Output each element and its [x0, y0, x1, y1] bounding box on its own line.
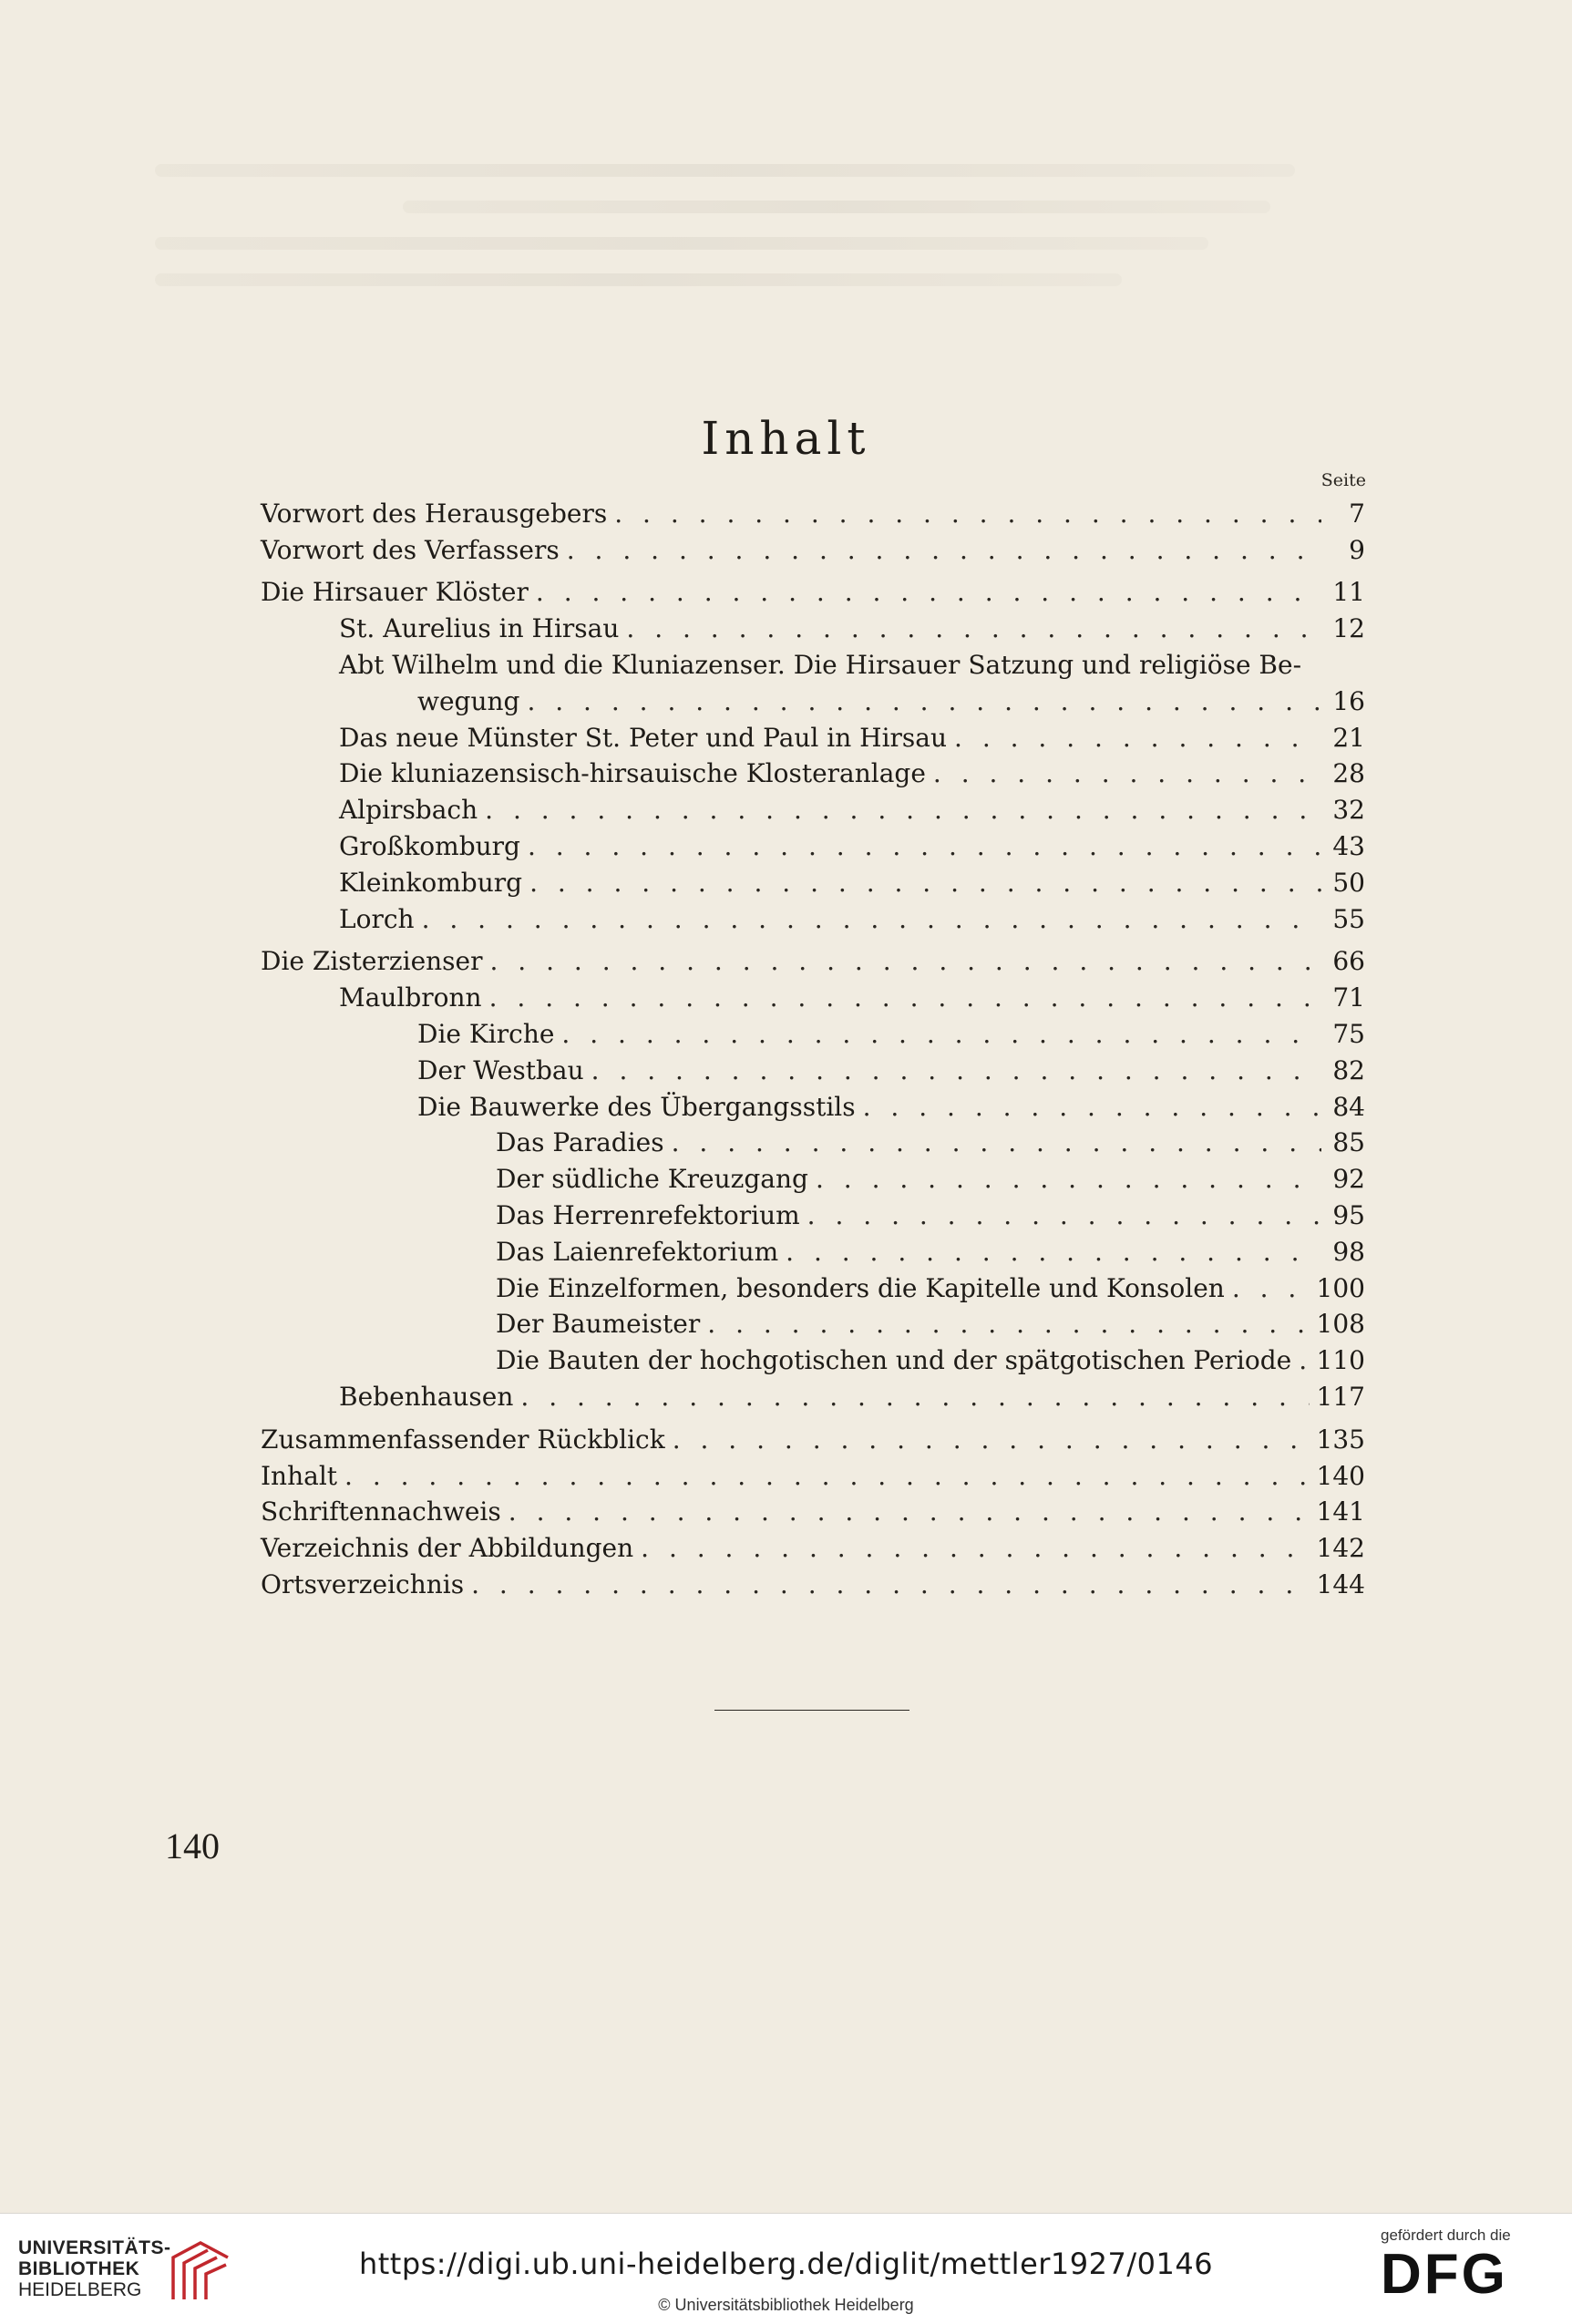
toc-entry-page: 144 — [1316, 1568, 1365, 1599]
permalink-url[interactable]: https://digi.ub.uni-heidelberg.de/diglit/mettler1927/0146 — [358, 2247, 1214, 2281]
page-column-label: Seite — [1320, 470, 1366, 490]
dot-leader — [707, 1309, 1309, 1340]
toc-entry[interactable] — [261, 1343, 1365, 1380]
toc-entry[interactable] — [261, 1126, 1365, 1163]
toc-entry-title: Großkomburg — [339, 830, 520, 861]
toc-entry[interactable] — [261, 1380, 1365, 1416]
toc-entry-page: 135 — [1316, 1424, 1365, 1455]
toc-entry-title: wegung — [417, 685, 520, 716]
dot-leader — [489, 982, 1321, 1013]
toc-entry-title: Die Bauwerke des Übergangsstils — [417, 1091, 856, 1122]
toc-entry-page: 50 — [1332, 867, 1365, 898]
toc-entry-title: Der südliche Kreuzgang — [496, 1164, 808, 1195]
library-name-line3: HEIDELBERG — [18, 2279, 142, 2300]
toc-entry-title: Vorwort des Herausgebers — [261, 498, 608, 529]
toc-entry[interactable] — [261, 757, 1365, 794]
toc-entry[interactable] — [261, 945, 1365, 982]
toc-entry-page: 21 — [1332, 722, 1365, 753]
toc-entry-page: 117 — [1316, 1381, 1365, 1412]
toc-entry-title: Vorwort des Verfassers — [261, 534, 560, 565]
toc-entry-title: St. Aurelius in Hirsau — [339, 613, 620, 644]
dot-leader — [527, 686, 1321, 717]
toc-entry-page: 7 — [1349, 498, 1365, 529]
toc-entry[interactable] — [261, 793, 1365, 829]
toc-entry-title: Abt Wilhelm und die Kluniazenser. Die Hirsauer Satzung und religiöse Be- — [339, 649, 1302, 680]
dot-leader — [673, 1424, 1310, 1455]
dot-leader — [520, 1382, 1309, 1413]
toc-entry-title: Das Herrenrefektorium — [496, 1199, 800, 1230]
toc-entry-page: 32 — [1332, 795, 1365, 826]
toc-entry-title: Die Zisterzienser — [261, 946, 483, 977]
toc-entry[interactable] — [261, 1423, 1365, 1459]
toc-entry[interactable] — [261, 1568, 1365, 1604]
toc-entry[interactable] — [261, 1531, 1365, 1568]
toc-entry[interactable] — [261, 1459, 1365, 1496]
toc-entry-title: Das Paradies — [496, 1127, 664, 1158]
toc-entry-page: 16 — [1332, 685, 1365, 716]
toc-entry-page: 9 — [1349, 534, 1365, 565]
dot-leader — [561, 1019, 1321, 1050]
library-name-line2: BIBLIOTHEK — [18, 2258, 140, 2279]
toc-entry-page: 66 — [1332, 946, 1365, 977]
toc-entry-title: Bebenhausen — [339, 1381, 514, 1412]
toc-entry[interactable] — [261, 902, 1365, 939]
toc-entry[interactable] — [261, 1235, 1365, 1271]
dot-leader — [626, 613, 1321, 644]
toc-entry-title: Ortsverzeichnis — [261, 1568, 465, 1599]
dot-leader — [954, 723, 1321, 754]
toc-entry[interactable] — [261, 612, 1365, 648]
toc-entry-page: 98 — [1332, 1236, 1365, 1267]
toc-entry-page: 82 — [1332, 1054, 1365, 1085]
dot-leader — [641, 1533, 1309, 1564]
dot-leader — [528, 831, 1321, 862]
dot-leader — [344, 1461, 1310, 1492]
toc-entry-page: 92 — [1332, 1164, 1365, 1195]
toc-entry-title: Lorch — [339, 903, 415, 934]
toc-entry-page: 28 — [1332, 758, 1365, 789]
dot-leader — [422, 904, 1321, 935]
dfg-logo[interactable] — [1381, 2226, 1536, 2318]
footer-banner — [0, 2213, 1572, 2324]
toc-entry-title: Kleinkomburg — [339, 867, 523, 898]
bleed-through-text — [155, 164, 1394, 310]
toc-entry-title: Zusammenfassender Rückblick — [261, 1424, 665, 1455]
toc-entry[interactable] — [261, 1308, 1365, 1344]
toc-entry-page: 12 — [1332, 613, 1365, 644]
toc-entry-page: 110 — [1316, 1345, 1365, 1376]
dfg-tagline: gefördert durch die — [1381, 2226, 1511, 2244]
toc-entry-page: 141 — [1316, 1496, 1365, 1527]
toc-entry-page: 55 — [1332, 903, 1365, 934]
toc-entry-title: Die kluniazensisch-hirsauische Klosteranlage — [339, 758, 926, 789]
toc-entry-page: 75 — [1332, 1018, 1365, 1049]
dot-leader — [591, 1055, 1321, 1086]
dot-leader — [509, 1496, 1310, 1527]
dot-leader — [816, 1164, 1321, 1195]
toc-entry-title: Verzeichnis der Abbildungen — [261, 1533, 634, 1564]
toc-entry-page: 142 — [1316, 1533, 1365, 1564]
dot-leader — [786, 1237, 1321, 1268]
toc-entry[interactable] — [261, 866, 1365, 902]
toc-entry[interactable] — [261, 1162, 1365, 1198]
toc-entry[interactable] — [261, 648, 1365, 684]
end-rule — [714, 1710, 909, 1711]
toc-entry-title: Maulbronn — [339, 982, 482, 1013]
library-name-line1: UNIVERSITÄTS- — [18, 2237, 171, 2258]
toc-entry[interactable] — [261, 721, 1365, 757]
toc-entry-title: Schriftennachweis — [261, 1496, 501, 1527]
toc-entry-title: Alpirsbach — [339, 795, 478, 826]
page-title: Inhalt — [701, 412, 871, 465]
toc-entry-page: 100 — [1316, 1272, 1365, 1303]
dfg-wordmark: DFG — [1381, 2243, 1508, 2306]
toc-entry[interactable] — [261, 1271, 1365, 1308]
dot-leader — [863, 1092, 1321, 1123]
table-of-contents — [261, 497, 1365, 1604]
toc-entry-page: 43 — [1332, 830, 1365, 861]
toc-entry[interactable] — [261, 497, 1365, 533]
toc-entry-page: 140 — [1316, 1460, 1365, 1491]
toc-entry[interactable] — [261, 829, 1365, 866]
toc-entry-title: Die Hirsauer Klöster — [261, 577, 529, 608]
toc-entry-page: 95 — [1332, 1199, 1365, 1230]
dot-leader — [471, 1569, 1309, 1600]
toc-entry-title: Das Laienrefektorium — [496, 1236, 779, 1267]
toc-entry-title: Das neue Münster St. Peter und Paul in Hirsau — [339, 722, 948, 753]
toc-entry-page: 71 — [1332, 982, 1365, 1013]
copyright-text: © Universitätsbibliothek Heidelberg — [658, 2296, 914, 2314]
toc-entry-title: Die Kirche — [417, 1018, 555, 1049]
toc-entry-page: 108 — [1316, 1309, 1365, 1340]
toc-entry[interactable] — [261, 1017, 1365, 1054]
dot-leader — [485, 795, 1321, 826]
toc-entry-page: 85 — [1332, 1127, 1365, 1158]
toc-entry[interactable] — [261, 1496, 1365, 1532]
dot-leader — [490, 946, 1322, 977]
dot-leader — [933, 758, 1321, 789]
toc-entry-title: Inhalt — [261, 1460, 338, 1491]
toc-entry-title: Die Bauten der hochgotischen und der spätgotischen Periode — [496, 1345, 1292, 1376]
dot-leader — [1232, 1273, 1310, 1304]
dot-leader — [672, 1127, 1321, 1158]
toc-entry-page: 84 — [1332, 1091, 1365, 1122]
dot-leader — [567, 535, 1321, 566]
toc-entry-title: Der Westbau — [417, 1054, 584, 1085]
toc-entry[interactable] — [261, 1198, 1365, 1235]
toc-entry-page: 11 — [1332, 577, 1365, 608]
toc-entry-title: Die Einzelformen, besonders die Kapitelle und Konsolen — [496, 1272, 1225, 1303]
page-number: 140 — [165, 1825, 220, 1866]
dot-leader — [529, 868, 1321, 899]
toc-entry[interactable] — [261, 684, 1365, 721]
dot-leader — [1299, 1345, 1309, 1376]
toc-entry[interactable] — [261, 981, 1365, 1017]
toc-entry[interactable] — [261, 533, 1365, 570]
toc-entry[interactable] — [261, 1054, 1365, 1090]
toc-entry[interactable] — [261, 1090, 1365, 1126]
toc-entry[interactable] — [261, 576, 1365, 612]
dot-leader — [807, 1200, 1321, 1231]
dot-leader — [536, 577, 1321, 608]
dot-leader — [614, 499, 1321, 530]
toc-entry-title: Der Baumeister — [496, 1309, 701, 1340]
